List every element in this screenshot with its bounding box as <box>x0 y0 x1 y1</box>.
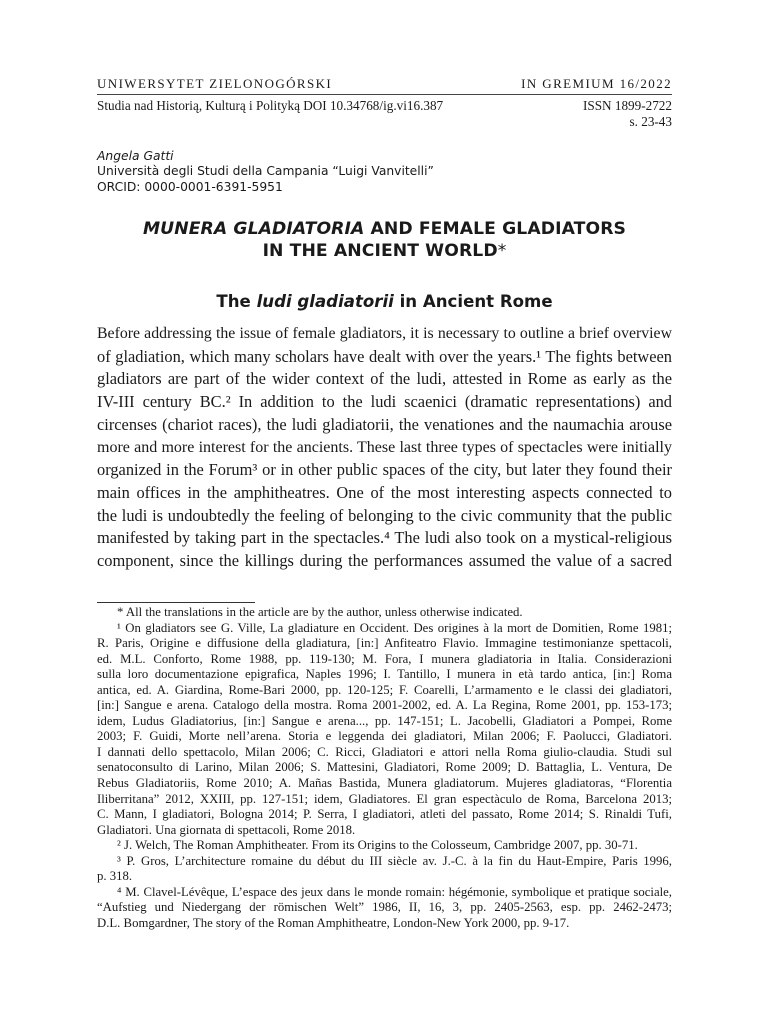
footnote-1-line: Iliberritana” 2012, XXIII, pp. 127-151; idem, Gladiatores. El gran espectàculo de Roma, Barcelona 2013; <box>97 791 672 806</box>
body-line: main offices in the amphitheatres. One of the most interesting aspects connected to <box>97 482 672 502</box>
footnote-1-line: R. Paris, Origine e diffusione della gladiatura, [in:] Anfiteatro Flavio. Immagine testimonianze spettacoli, <box>97 636 672 651</box>
body-line: IV-III century BC.² In addition to the ludi scaenici (dramatic representations) and <box>97 392 672 412</box>
issn: ISSN 1899-2722 <box>582 98 672 113</box>
footnote-4-line: ⁴ M. Clavel-Lévêque, L’espace des jeux dans le monde romain: hégémonie, symbolique et pratique sociale, <box>117 884 672 899</box>
body-line: circenses (chariot races), the ludi gladiatorii, the venationes and the naumachia arouse <box>97 414 672 434</box>
body-line: component, since the killings during the performances assumed the value of a sacred <box>97 551 672 571</box>
author-orcid: ORCID: 0000-0001-6391-5951 <box>97 179 283 194</box>
author-name: Angela Gatti <box>97 149 174 163</box>
title-italic: MUNERA GLADIATORIA <box>142 219 365 239</box>
footnote-1-line: Rebus Gladiatoriis, Rome 2010; A. Mañas Bastida, Munera gladiatorum. Mujeres gladiatoras, “Florentia <box>97 776 672 791</box>
university-name: UNIWERSYTET ZIELONOGÓRSKI <box>97 76 333 91</box>
body-line: gladiators are part of the wider context of the ludi, attested in Rome as early as the <box>97 369 672 389</box>
author-affiliation: Università degli Studi della Campania “Luigi Vanvitelli” <box>97 164 434 179</box>
footnote-4-line: “Aufstieg und Niedergang der römischen Welt” 1986, II, 16, 3, pp. 2405-2563, esp. pp. 2462-2473; <box>97 900 672 915</box>
series-doi: Studia nad Historią, Kulturą i Polityką DOI 10.34768/ig.vi16.387 <box>97 98 444 113</box>
footnote-1-line: idem, Ludus Gladiatorius, [in:] Sangue e arena..., pp. 147-151; L. Jacobelli, Gladiatori a Pompei, Rome <box>97 713 672 728</box>
footnote-4-line: D.L. Bomgardner, The story of the Roman Amphitheatre, London-New York 2000, pp. 9-17. <box>97 915 570 930</box>
section-heading: The ludi gladiatorii in Ancient Rome <box>216 292 553 311</box>
journal-meta <box>97 98 672 130</box>
body-line: manifested by taking part in the spectacles.⁴ The ludi also took on a mystical-religious <box>97 528 672 548</box>
footnote-1-line: C. Mann, I gladiatori, Bologna 2014; P. Serra, I gladiatori, atleti del passato, Rome 2014; S. Rinaldi Tufi, <box>97 807 672 822</box>
footnote-1-line: sulla loro documentazione epigrafica, Naples 1996; I. Tantillo, I munera in età tardo antica, [in:] Roma <box>97 667 672 682</box>
running-header <box>97 76 672 92</box>
page-range: s. 23-43 <box>629 114 672 129</box>
body-line: more and more interest for the ancients. These last three types of spectacles were initially <box>97 438 672 456</box>
title-footnote-mark: * <box>497 241 507 261</box>
body-line: organized in the Forum³ or in other public spaces of the city, but later they found their <box>97 460 672 480</box>
body-line: the ludi is undoubtedly the feeling of belonging to the civic community that the public <box>97 505 672 525</box>
body-text <box>97 323 672 573</box>
header-divider <box>97 94 672 95</box>
journal-issue: IN GREMIUM 16/2022 <box>521 76 672 91</box>
article-title <box>97 218 672 262</box>
footnote-1-line: I dannati dello spettacolo, Milan 2006; C. Ricci, Gladiatori e attori nella Roma giulio-claudia. Studi sul <box>97 744 672 759</box>
section-heading-italic: ludi gladiatorii <box>256 292 394 311</box>
footnote-1-line: 2003; F. Guidi, Morte nell’arena. Storia e leggenda dei gladiatori, Milan 2006; F. Paolucci, Gladiatori. <box>97 729 672 744</box>
footnote-1-line: [in:] Sangue e arena. Catalogo della mostra. Roma 2001-2002, ed. A. La Regina, Rome 2001, pp. 153-173; <box>97 698 672 713</box>
author-block <box>97 149 434 195</box>
footnote-star: * All the translations in the article are by the author, unless otherwise indicated. <box>117 605 523 619</box>
footnote-1-line: antica, ed. A. Giardina, Rome-Bari 2000, pp. 120-125; F. Coarelli, L’armamento e le classi dei gladiatori, <box>97 682 672 697</box>
footnote-separator <box>97 602 255 603</box>
footnote-3-line: ³ P. Gros, L’architecture romaine du début du III siècle av. J.-C. à la fin du Haut-Empire, Paris 1996, <box>117 853 672 868</box>
footnote-1-line: ed. M.L. Conforto, Rome 1988, pp. 119-130; M. Fora, I munera gladiatoria in Italia. Considerazioni <box>97 651 672 666</box>
footnotes <box>97 605 672 931</box>
body-line: of gladiation, which many scholars have dealt with over the years.¹ The fights between <box>97 346 672 366</box>
title-line1-rest: AND FEMALE GLADIATORS <box>364 219 627 239</box>
title-line2: IN THE ANCIENT WORLD <box>262 241 498 261</box>
footnote-2: ² J. Welch, The Roman Amphitheater. From its Origins to the Colosseum, Cambridge 2007, pp. 30-71. <box>117 838 638 853</box>
footnote-1-line: ¹ On gladiators see G. Ville, La gladiature en Occident. Des origines à la mort de Domitien, Rome 1981; <box>117 620 672 635</box>
footnote-1-line: Gladiatori. Una giornata di spettacoli, Rome 2018. <box>97 822 356 837</box>
footnote-1-line: senatoconsulto di Larino, Milan 2006; S. Mattesini, Gladiatori, Rome 2009; D. Battaglia, L. Ventura, De <box>97 760 672 775</box>
footnote-3-line: p. 318. <box>97 869 133 884</box>
body-line: Before addressing the issue of female gladiators, it is necessary to outline a brief overview <box>97 325 672 342</box>
